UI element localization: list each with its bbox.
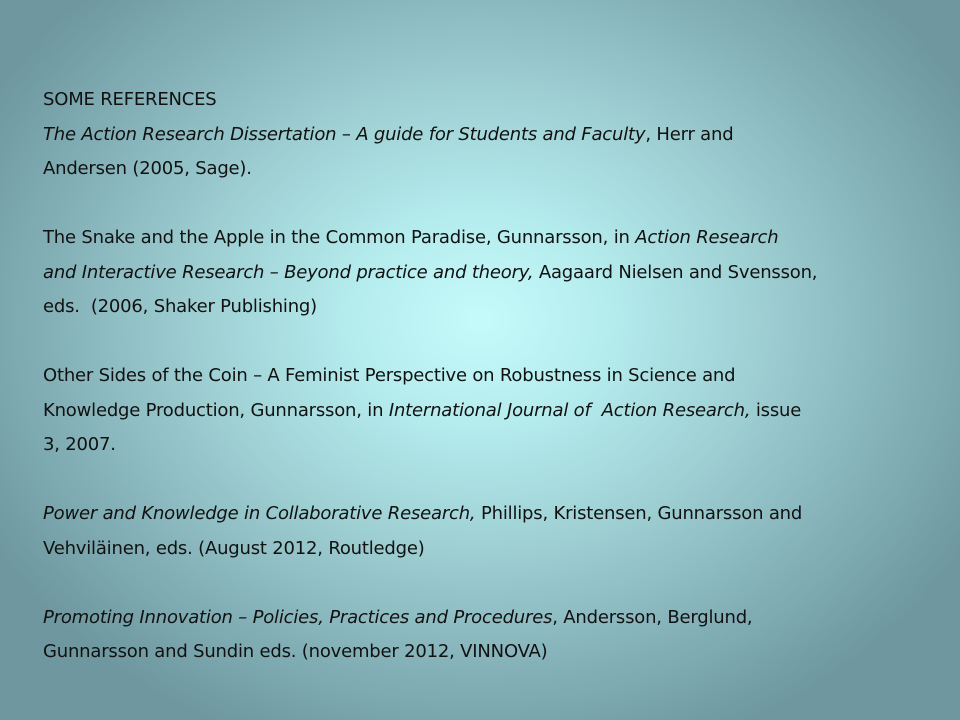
slide-content: [43, 83, 933, 670]
reference-entry: [43, 497, 933, 566]
reference-text: Vehviläinen, eds. (August 2012, Routledge): [43, 537, 425, 559]
reference-entry: [43, 359, 933, 463]
reference-line: [43, 532, 933, 567]
reference-entry: [43, 601, 933, 670]
reference-list: [43, 118, 933, 670]
reference-text: Andersen (2005, Sage).: [43, 158, 252, 179]
reference-text: Aagaard Nielsen and Svensson,: [533, 261, 818, 283]
reference-text: Phillips, Kristensen, Gunnarsson and: [475, 503, 803, 524]
reference-text: , Herr and: [645, 123, 734, 145]
reference-spacer: [43, 566, 933, 601]
reference-text: , Andersson, Berglund,: [552, 606, 753, 628]
reference-title-text: and Interactive Research – Beyond practice and theory,: [43, 261, 534, 283]
reference-line: [43, 359, 933, 394]
reference-line: [43, 152, 933, 187]
reference-line: [43, 601, 933, 636]
reference-title-text: International Journal of Action Research,: [388, 399, 751, 421]
reference-line: [43, 221, 933, 256]
reference-line: [43, 256, 933, 291]
reference-line: [43, 290, 933, 325]
reference-title-text: The Action Research Dissertation – A guide for Students and Faculty: [43, 123, 646, 145]
reference-text: The Snake and the Apple in the Common Paradise, Gunnarsson, in: [43, 227, 636, 248]
reference-title-text: Promoting Innovation – Policies, Practices and Procedures: [43, 606, 553, 628]
reference-text: Knowledge Production, Gunnarsson, in: [43, 399, 389, 421]
reference-line: [43, 394, 933, 429]
reference-title-text: Action Research: [635, 227, 779, 248]
reference-spacer: [43, 463, 933, 498]
reference-line: [43, 497, 933, 532]
slide-heading: SOME REFERENCES: [43, 89, 217, 110]
reference-spacer: [43, 325, 933, 360]
reference-text: issue: [750, 399, 802, 421]
reference-text: eds. (2006, Shaker Publishing): [43, 296, 317, 317]
reference-entry: [43, 221, 933, 325]
reference-text: 3, 2007.: [43, 434, 116, 455]
reference-text: Other Sides of the Coin – A Feminist Perspective on Robustness in Science and: [43, 365, 736, 386]
reference-line: [43, 635, 933, 670]
reference-text: Gunnarsson and Sundin eds. (november 2012, VINNOVA): [43, 641, 548, 662]
reference-line: [43, 428, 933, 463]
reference-spacer: [43, 187, 933, 222]
reference-entry: [43, 118, 933, 187]
reference-line: [43, 118, 933, 153]
reference-title-text: Power and Knowledge in Collaborative Research,: [43, 503, 476, 524]
